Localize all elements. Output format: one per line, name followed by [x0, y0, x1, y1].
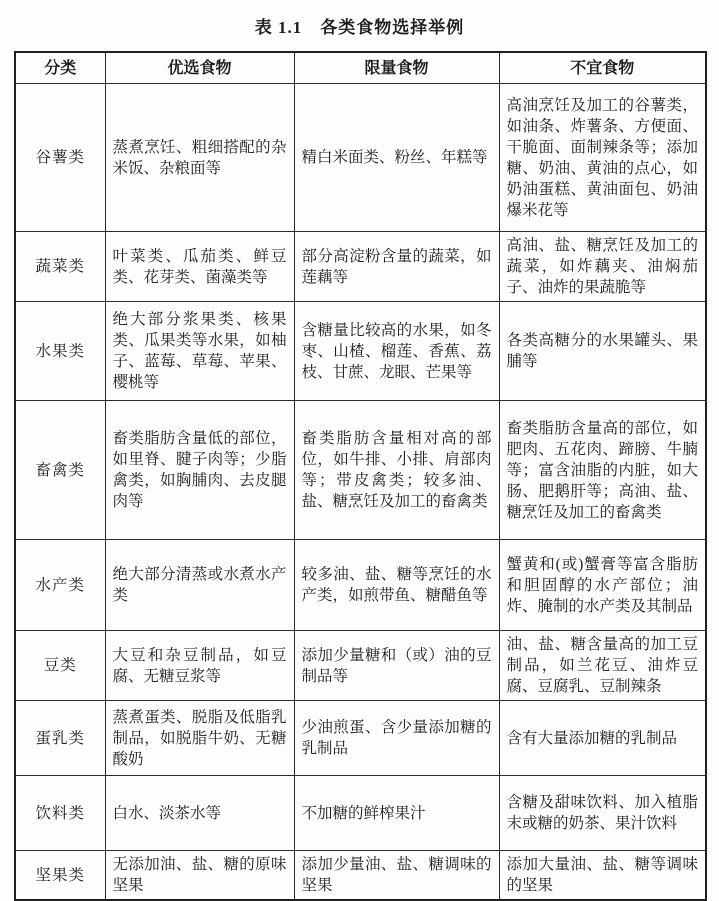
- cell-avoid: 添加大量油、盐、糖等调味的坚果: [499, 851, 706, 901]
- cell-limited: 少油煎蛋、含少量添加糖的乳制品: [294, 701, 499, 776]
- cell-category: 谷薯类: [15, 84, 105, 232]
- cell-preferred: 绝大部分浆果类、核果类、瓜果类等水果，如柚子、蓝莓、草莓、苹果、樱桃等: [105, 302, 294, 401]
- cell-avoid: 蟹黄和(或)蟹膏等富含脂肪和胆固醇的水产部位；油炸、腌制的水产类及其制品: [499, 540, 706, 631]
- cell-category: 畜禽类: [15, 401, 105, 540]
- cell-preferred: 蒸煮烹饪、粗细搭配的杂米饭、杂粮面等: [105, 84, 294, 232]
- table-row: [15, 631, 706, 701]
- cell-preferred: 叶菜类、瓜茄类、鲜豆类、花芽类、菌藻类等: [105, 232, 294, 302]
- cell-preferred: 绝大部分清蒸或水煮水产类: [105, 540, 294, 631]
- header-avoid: 不宜食物: [499, 52, 706, 84]
- table-row: [15, 401, 706, 540]
- table-row: [15, 776, 706, 851]
- cell-limited: 精白米面类、粉丝、年糕等: [294, 84, 499, 232]
- cell-category: 豆类: [15, 631, 105, 701]
- cell-category: 水果类: [15, 302, 105, 401]
- cell-preferred: 白水、淡茶水等: [105, 776, 294, 851]
- cell-avoid: 各类高糖分的水果罐头、果脯等: [499, 302, 706, 401]
- cell-limited: 不加糖的鲜榨果汁: [294, 776, 499, 851]
- cell-preferred: 无添加油、盐、糖的原味坚果: [105, 851, 294, 901]
- table-row: [15, 84, 706, 232]
- page-title: 表 1.1 各类食物选择举例: [254, 18, 465, 37]
- table-row: [15, 540, 706, 631]
- cell-avoid: 高油、盐、糖烹饪及加工的蔬菜，如炸藕夹、油焖茄子、油炸的果蔬脆等: [499, 232, 706, 302]
- cell-limited: 含糖量比较高的水果，如冬枣、山楂、榴莲、香蕉、荔枝、甘蔗、龙眼、芒果等: [294, 302, 499, 401]
- cell-category: 水产类: [15, 540, 105, 631]
- food-selection-table: [14, 51, 707, 901]
- cell-avoid: 高油烹饪及加工的谷薯类，如油条、炸薯条、方便面、干脆面、面制辣条等；添加糖、奶油、黄油的点心，如奶油蛋糕、黄油面包、奶油爆米花等: [499, 84, 706, 232]
- table-body: [15, 84, 706, 901]
- cell-avoid: 含有大量添加糖的乳制品: [499, 701, 706, 776]
- cell-limited: 添加少量油、盐、糖调味的坚果: [294, 851, 499, 901]
- cell-limited: 畜类脂肪含量相对高的部位，如牛排、小排、肩部肉等；带皮禽类；较多油、盐、糖烹饪及加工的畜禽类: [294, 401, 499, 540]
- cell-category: 饮料类: [15, 776, 105, 851]
- cell-avoid: 含糖及甜味饮料、加入植脂末或糖的奶茶、果汁饮料: [499, 776, 706, 851]
- header-limited: 限量食物: [294, 52, 499, 84]
- cell-limited: 较多油、盐、糖等烹饪的水产类，如煎带鱼、糖醋鱼等: [294, 540, 499, 631]
- table-row: [15, 701, 706, 776]
- cell-category: 蔬菜类: [15, 232, 105, 302]
- cell-avoid: 畜类脂肪含量高的部位，如肥肉、五花肉、蹄膀、牛腩等；富含油脂的内脏，如大肠、肥鹅肝等；高油、盐、糖烹饪及加工的畜禽类: [499, 401, 706, 540]
- cell-preferred: 大豆和杂豆制品，如豆腐、无糖豆浆等: [105, 631, 294, 701]
- cell-limited: 添加少量糖和（或）油的豆制品等: [294, 631, 499, 701]
- cell-preferred: 畜类脂肪含量低的部位，如里脊、腱子肉等；少脂禽类，如胸脯肉、去皮腿肉等: [105, 401, 294, 540]
- header-preferred: 优选食物: [105, 52, 294, 84]
- cell-preferred: 蒸煮蛋类、脱脂及低脂乳制品，如脱脂牛奶、无糖酸奶: [105, 701, 294, 776]
- cell-avoid: 油、盐、糖含量高的加工豆制品，如兰花豆、油炸豆腐、豆腐乳、豆制辣条: [499, 631, 706, 701]
- header-category: 分类: [15, 52, 105, 84]
- table-row: [15, 302, 706, 401]
- cell-category: 坚果类: [15, 851, 105, 901]
- table-row: [15, 232, 706, 302]
- cell-category: 蛋乳类: [15, 701, 105, 776]
- cell-limited: 部分高淀粉含量的蔬菜，如莲藕等: [294, 232, 499, 302]
- table-row: [15, 851, 706, 901]
- table-header-row: [15, 52, 706, 84]
